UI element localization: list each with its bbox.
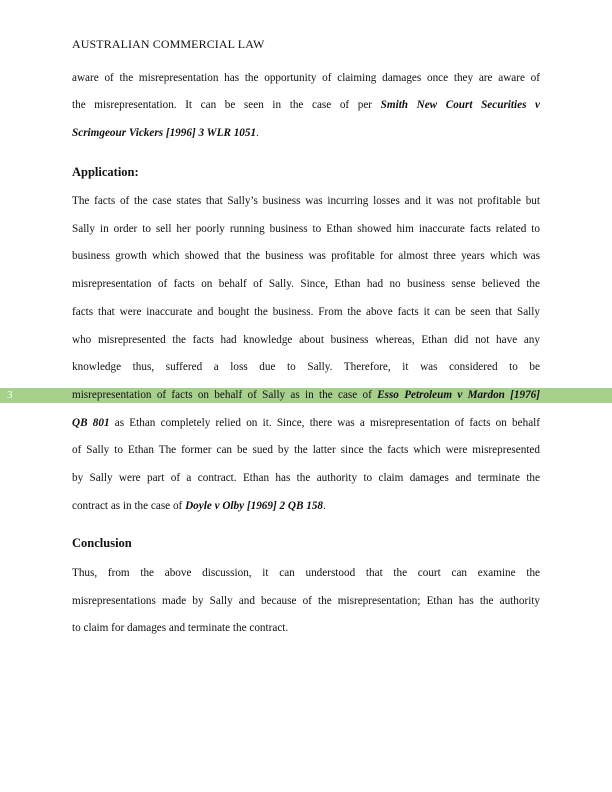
text-line: misrepresentation of facts on behalf of Sally. Since, Ethan had no business sense believed the [72,278,540,290]
case-citation: Scrimgeour Vickers [1996] 3 WLR 1051 [72,127,257,139]
text-line: misrepresentations made by Sally and because of the misrepresentation; Ethan has the authority [72,595,540,607]
text-line [72,388,540,402]
text-run: . [256,127,259,139]
case-citation: Doyle v Olby [1969] 2 QB 158 [185,500,324,512]
text-run: misrepresentation of facts on behalf of Sally as in the case of [72,389,372,401]
text-line [72,499,540,513]
text-run: . [323,500,326,512]
case-citation: Esso Petroleum v Mardon [1976] [377,389,541,401]
text-line [72,416,540,430]
text-line [72,126,540,140]
text-line: business growth which showed that the business was profitable for almost three years which was [72,250,540,262]
text-line: Thus, from the above discussion, it can understood that the court can examine the [72,567,540,579]
text-line: facts that were inaccurate and bought the business. From the above facts it can be seen that Sally [72,306,540,318]
text-line: of Sally to Ethan The former can be sued by the latter since the facts which were misrepresented [72,444,540,456]
running-head: AUSTRALIAN COMMERCIAL LAW [72,37,265,51]
text-line: by Sally were part of a contract. Ethan has the authority to claim damages and terminate the [72,472,540,484]
text-run: as Ethan completely relied on it. Since, there was a misrepresentation of facts on behalf [114,417,541,429]
text-line [72,98,540,112]
text-line: to claim for damages and terminate the contract. [72,622,289,634]
text-line: aware of the misrepresentation has the opportunity of claiming damages once they are aware of [72,72,540,84]
text-run: the misrepresentation. It can be seen in the case of per [72,99,373,111]
text-line: Sally in order to sell her poorly running business to Ethan showed him inaccurate facts related to [72,223,540,235]
section-heading-conclusion: Conclusion [72,536,132,550]
text-run: contract as in the case of [72,500,183,512]
section-heading-application: Application: [72,165,139,179]
page-number: 3 [7,389,13,401]
case-citation: Smith New Court Securities v [380,99,541,111]
case-citation: QB 801 [72,417,110,429]
text-line: knowledge thus, suffered a loss due to Sally. Therefore, it was considered to be [72,361,540,373]
text-line: who misrepresented the facts had knowledge about business whereas, Ethan did not have any [72,334,540,346]
text-line: The facts of the case states that Sally’s business was incurring losses and it was not profitable but [72,195,540,207]
